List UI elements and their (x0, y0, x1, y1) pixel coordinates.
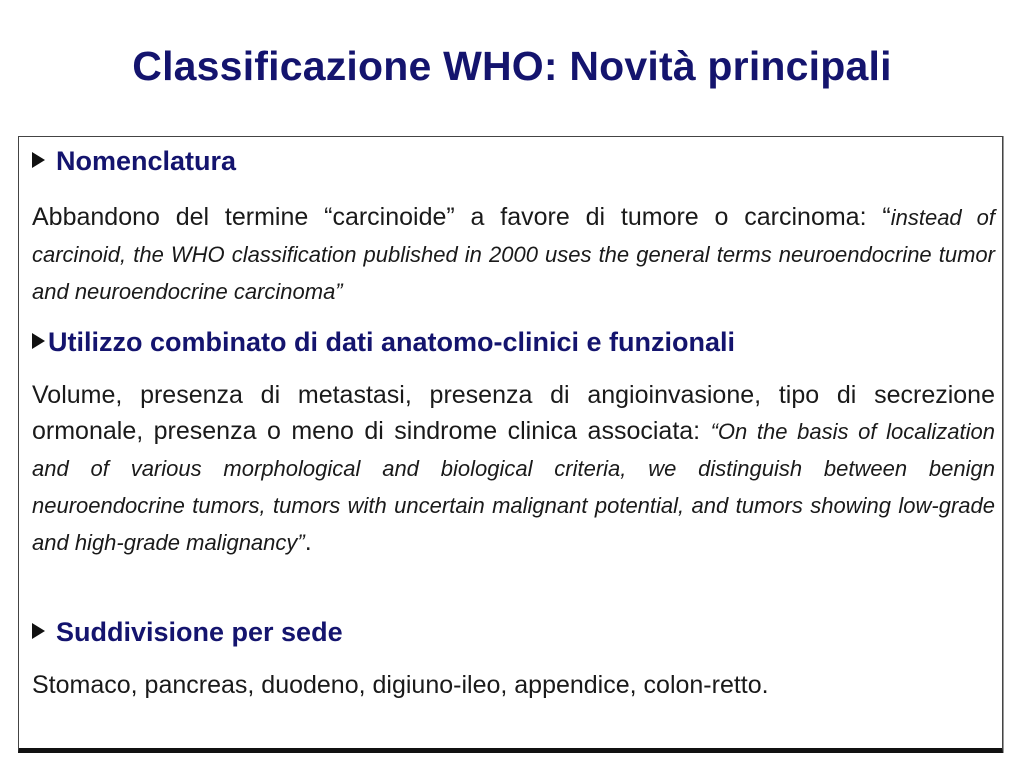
section-heading-dati (32, 326, 735, 358)
content-box (18, 136, 1003, 753)
triangle-bullet-icon (32, 623, 45, 639)
section-paragraph-dati (32, 377, 995, 561)
section-heading-label: Suddivisione per sede (56, 617, 343, 647)
paragraph-quote: instead of carcinoid, the WHO classification published in 2000 uses the general terms neuroendocrine tumor and neuroendocrine carcinoma” (32, 205, 996, 304)
colon-mark: : (859, 203, 867, 231)
paragraph-end: . (304, 528, 312, 556)
slide-title: Classificazione WHO: Novità principali (132, 43, 892, 89)
section-heading-nomenclatura (32, 145, 236, 177)
section-heading-label: Utilizzo combinato di dati anatomo-clinici e funzionali (48, 327, 736, 357)
paragraph-text: Stomaco, pancreas, duodeno, digiuno-ileo, appendice, colon-retto. (32, 671, 769, 699)
paragraph-text: Volume, presenza di metastasi, presenza di angioinvasione, tipo di secrezione ormonale, presenza o meno di sindrome clinica associata: (32, 381, 995, 445)
triangle-bullet-icon (32, 152, 45, 168)
triangle-bullet-icon (32, 333, 45, 349)
section-heading-sede (32, 616, 343, 648)
paragraph-text: Abbandono del termine “carcinoide” a favore di tumore o carcinoma (32, 203, 860, 231)
paragraph-quote: “On the basis of localization and of various morphological and biological criteria, we distinguish between benign neuroendocrine tumors, tumors with uncertain malignant potential, and tumors showing low-grade and high-grade malignancy” (32, 419, 995, 555)
open-quote-mark: “ (882, 203, 891, 231)
section-heading-label: Nomenclatura (56, 146, 237, 176)
section-paragraph-sede (32, 667, 995, 703)
section-paragraph-nomenclatura (32, 199, 995, 310)
